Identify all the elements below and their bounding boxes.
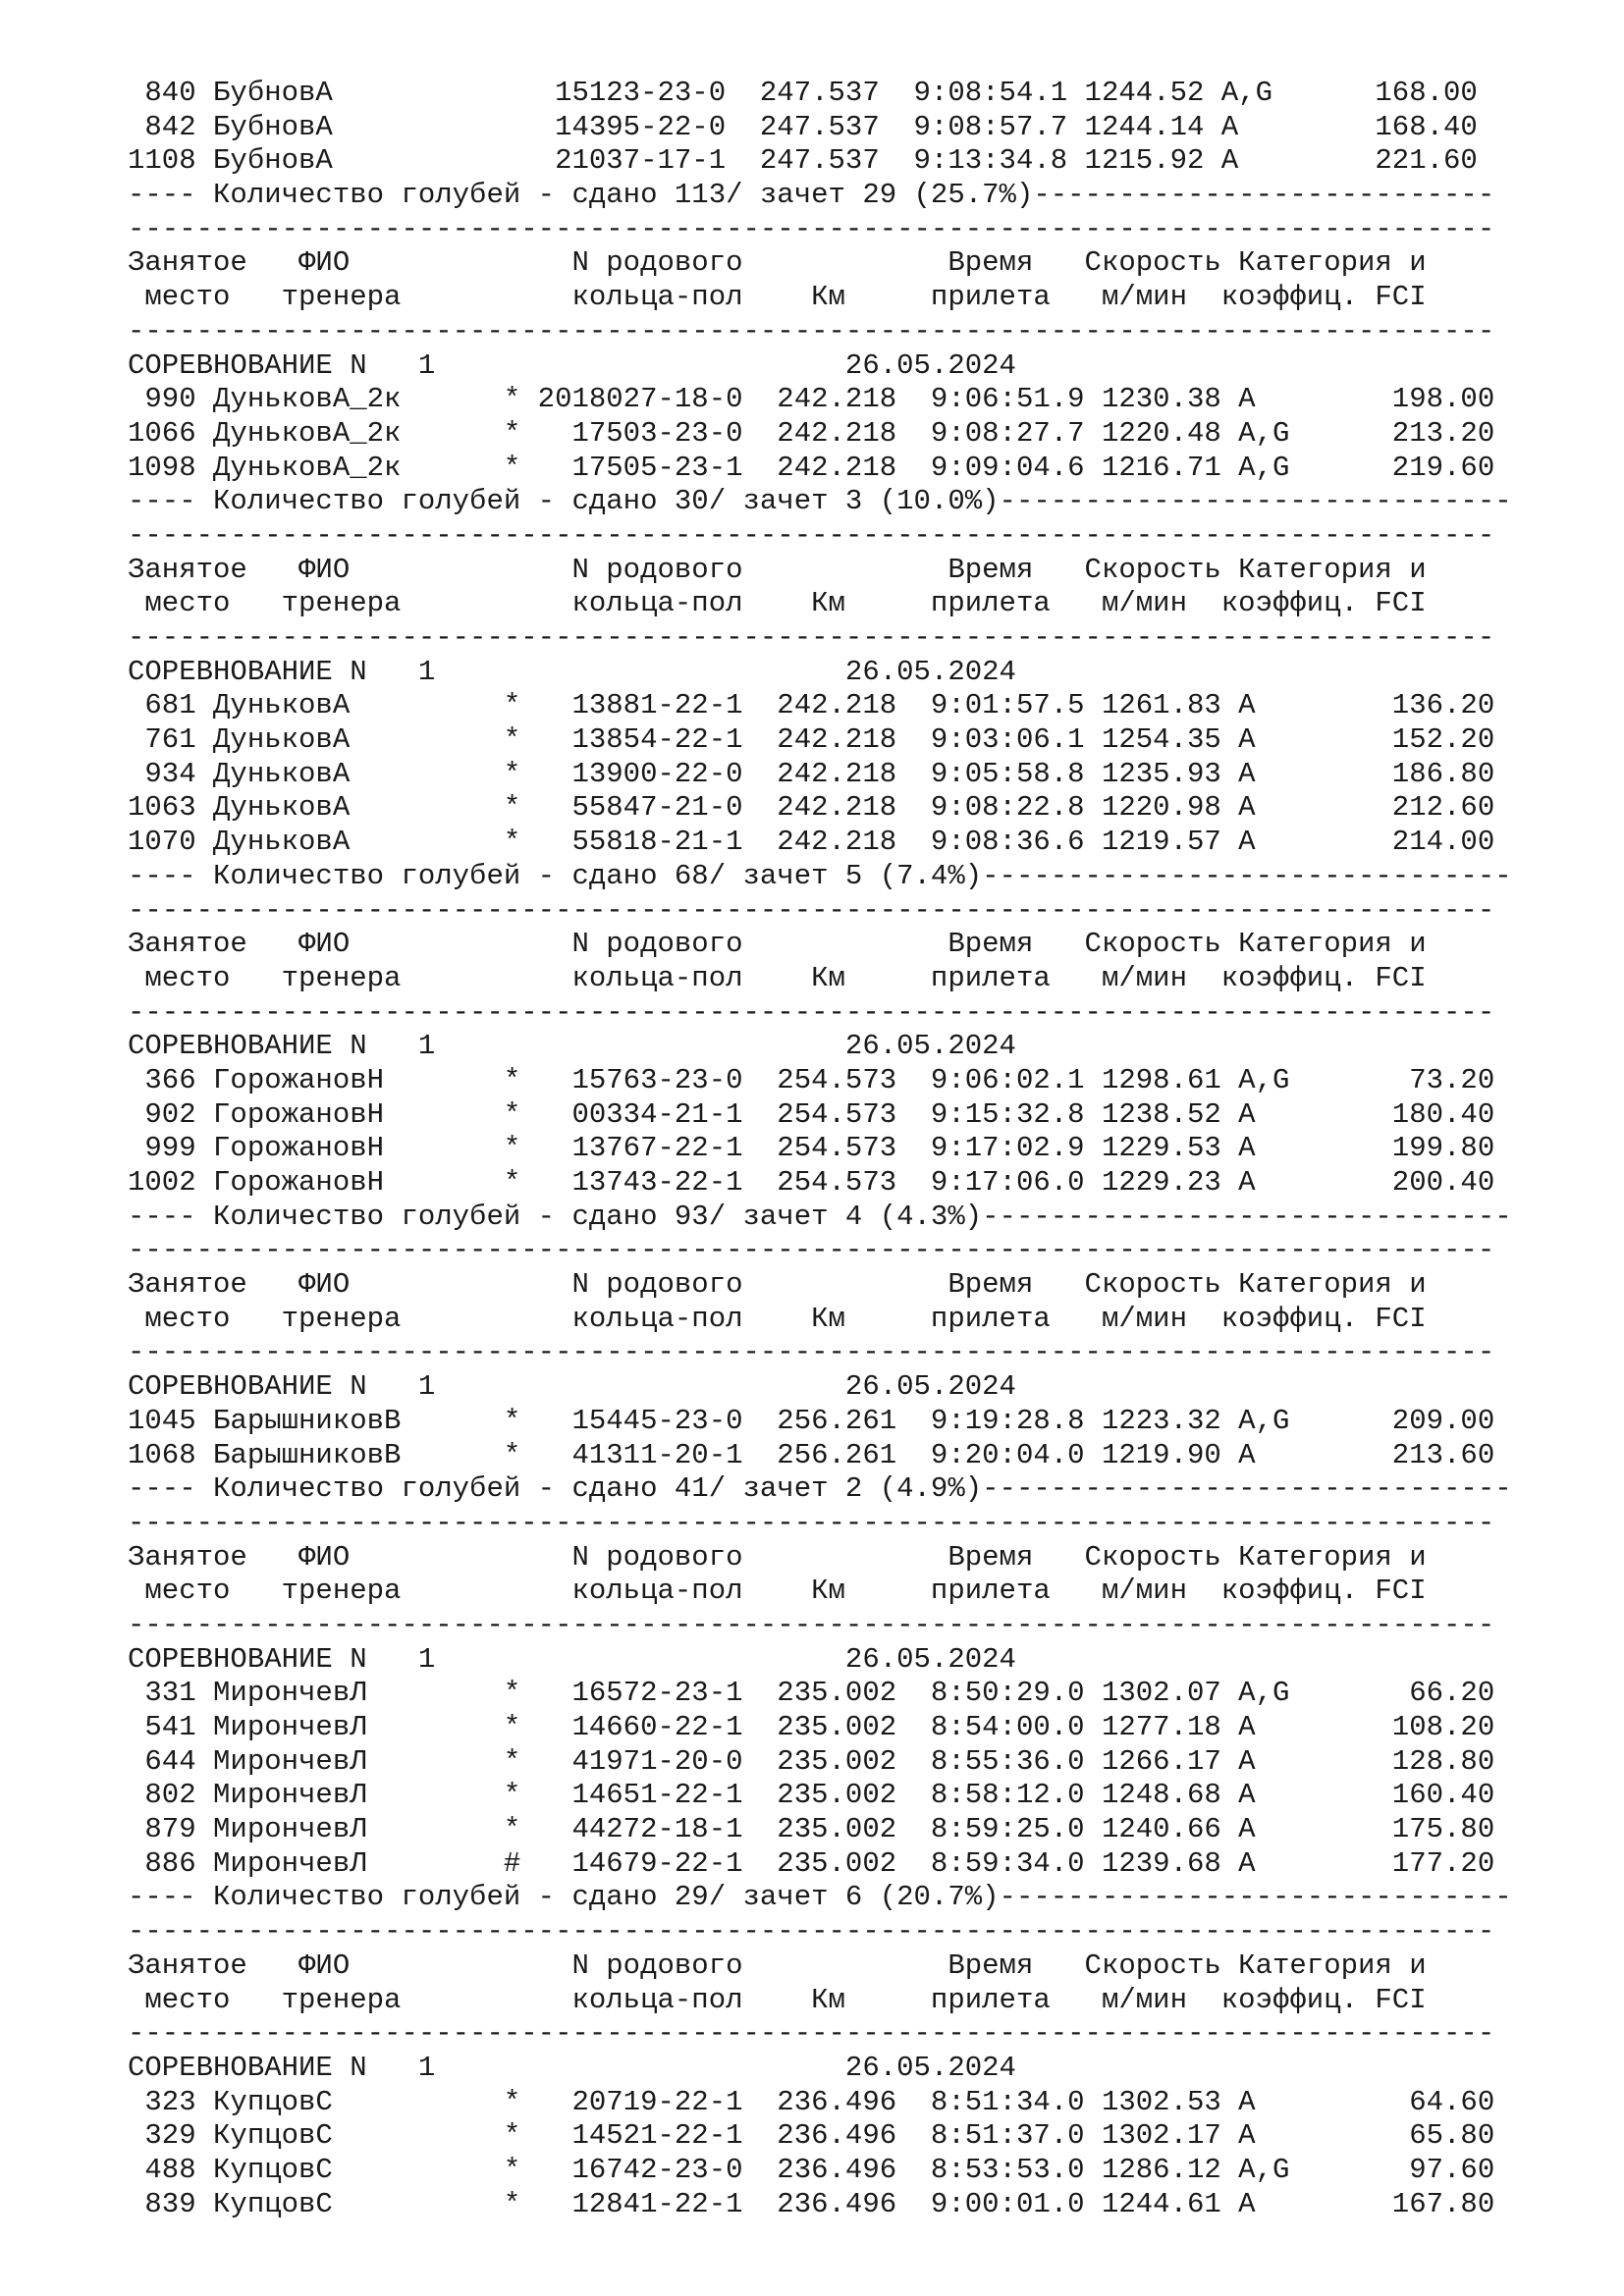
- result-row: 331 МирончевЛ * 16572-23-1 235.002 8:50:29.0 1302.07 A,G 66.20: [128, 1677, 1495, 1710]
- divider-line: --------------------------------------------------------------------------------: [128, 2017, 1495, 2051]
- column-header-bottom: место тренера кольца-пол Км прилета м/мин коэффиц. FCI: [128, 961, 1427, 994]
- divider-line: --------------------------------------------------------------------------------: [128, 1608, 1495, 1641]
- carryover-block: [128, 77, 1600, 213]
- result-row: 902 ГорожановН * 00334-21-1 254.573 9:15:32.8 1238.52 A 180.40: [128, 1097, 1495, 1131]
- divider-line: --------------------------------------------------------------------------------: [128, 518, 1495, 552]
- competition-line: СОРЕВНОВАНИЕ N 1 26.05.2024: [128, 348, 1016, 382]
- column-header-top: Занятое ФИО N родового Время Скорость Категория и: [128, 1268, 1427, 1302]
- summary-line: ---- Количество голубей - сдано 68/ зачет 5 (7.4%)-------------------------------: [128, 859, 1512, 892]
- summary-line: ---- Количество голубей - сдано 29/ зачет 6 (20.7%)------------------------------: [128, 1881, 1512, 1914]
- report-section: [128, 1915, 1600, 2221]
- column-header-bottom: место тренера кольца-пол Км прилета м/мин коэффиц. FCI: [128, 1575, 1427, 1608]
- result-row: 842 БубновА 14395-22-0 247.537 9:08:57.7 1244.14 A 168.40: [128, 110, 1478, 143]
- result-row: 840 БубновА 15123-23-0 247.537 9:08:54.1 1244.52 A,G 168.00: [128, 77, 1478, 109]
- result-row: 999 ГорожановН * 13767-22-1 254.573 9:17:02.9 1229.53 A 199.80: [128, 1132, 1495, 1165]
- summary-line: ---- Количество голубей - сдано 93/ зачет 4 (4.3%)-------------------------------: [128, 1200, 1512, 1233]
- result-row: 1066 ДуньковА_2к * 17503-23-0 242.218 9:08:27.7 1220.48 A,G 213.20: [128, 416, 1495, 450]
- summary-line: ---- Количество голубей - сдано 30/ зачет 3 (10.0%)------------------------------: [128, 485, 1512, 518]
- result-row: 761 ДуньковА * 13854-22-1 242.218 9:03:06.1 1254.35 A 152.20: [128, 723, 1495, 757]
- result-row: 1068 БарышниковВ * 41311-20-1 256.261 9:20:04.0 1219.90 A 213.60: [128, 1438, 1495, 1471]
- result-row: 488 КупцовС * 16742-23-0 236.496 8:53:53.0 1286.12 A,G 97.60: [128, 2153, 1495, 2186]
- divider-line: --------------------------------------------------------------------------------: [128, 621, 1495, 654]
- column-header-bottom: место тренера кольца-пол Км прилета м/мин коэффиц. FCI: [128, 587, 1427, 620]
- report-section: [128, 894, 1600, 1235]
- column-header-top: Занятое ФИО N родового Время Скорость Категория и: [128, 246, 1427, 280]
- result-row: 681 ДуньковА * 13881-22-1 242.218 9:01:57.5 1261.83 A 136.20: [128, 689, 1495, 722]
- competition-line: СОРЕВНОВАНИЕ N 1 26.05.2024: [128, 1030, 1016, 1063]
- summary-line: ---- Количество голубей - сдано 41/ зачет 2 (4.9%)-------------------------------: [128, 1472, 1512, 1506]
- divider-line: --------------------------------------------------------------------------------: [128, 212, 1495, 245]
- result-row: 879 МирончевЛ * 44272-18-1 235.002 8:59:25.0 1240.66 A 175.80: [128, 1813, 1495, 1846]
- divider-line: --------------------------------------------------------------------------------: [128, 893, 1495, 927]
- column-header-top: Занятое ФИО N родового Время Скорость Категория и: [128, 1540, 1427, 1574]
- result-row: 934 ДуньковА * 13900-22-0 242.218 9:05:58.8 1235.93 A 186.80: [128, 757, 1495, 790]
- report-section: [128, 1507, 1600, 1915]
- divider-line: --------------------------------------------------------------------------------: [128, 995, 1495, 1029]
- result-row: 1070 ДуньковА * 55818-21-1 242.218 9:08:36.6 1219.57 A 214.00: [128, 826, 1495, 859]
- result-row: 366 ГорожановН * 15763-23-0 254.573 9:06:02.1 1298.61 A,G 73.20: [128, 1063, 1495, 1096]
- report-section: [128, 1234, 1600, 1507]
- result-row: 990 ДуньковА_2к * 2018027-18-0 242.218 9:06:51.9 1230.38 A 198.00: [128, 383, 1495, 416]
- divider-line: --------------------------------------------------------------------------------: [128, 1506, 1495, 1539]
- report-section: [128, 213, 1600, 519]
- divider-line: --------------------------------------------------------------------------------: [128, 314, 1495, 347]
- divider-line: --------------------------------------------------------------------------------: [128, 1234, 1495, 1267]
- column-header-bottom: место тренера кольца-пол Км прилета м/мин коэффиц. FCI: [128, 1302, 1427, 1335]
- result-row: 1108 БубновА 21037-17-1 247.537 9:13:34.8 1215.92 A 221.60: [128, 144, 1478, 178]
- competition-line: СОРЕВНОВАНИЕ N 1 26.05.2024: [128, 1370, 1016, 1404]
- result-row: 1063 ДуньковА * 55847-21-0 242.218 9:08:22.8 1220.98 A 212.60: [128, 791, 1495, 825]
- result-row: 329 КупцовС * 14521-22-1 236.496 8:51:37.0 1302.17 A 65.80: [128, 2119, 1495, 2153]
- column-header-top: Занятое ФИО N родового Время Скорость Категория и: [128, 1949, 1427, 1982]
- divider-line: --------------------------------------------------------------------------------: [128, 1915, 1495, 1949]
- result-row: 1098 ДуньковА_2к * 17505-23-1 242.218 9:09:04.6 1216.71 A,G 219.60: [128, 451, 1495, 484]
- result-row: 1045 БарышниковВ * 15445-23-0 256.261 9:19:28.8 1223.32 A,G 209.00: [128, 1404, 1495, 1437]
- competition-line: СОРЕВНОВАНИЕ N 1 26.05.2024: [128, 1642, 1016, 1676]
- result-row: 839 КупцовС * 12841-22-1 236.496 9:00:01.0 1244.61 A 167.80: [128, 2187, 1495, 2220]
- column-header-bottom: место тренера кольца-пол Км прилета м/мин коэффиц. FCI: [128, 281, 1427, 314]
- summary-line: ---- Количество голубей - сдано 113/ зачет 29 (25.7%)---------------------------: [128, 179, 1495, 212]
- result-row: 541 МирончевЛ * 14660-22-1 235.002 8:54:00.0 1277.18 A 108.20: [128, 1711, 1495, 1743]
- result-row: 1002 ГорожановН * 13743-22-1 254.573 9:17:06.0 1229.23 A 200.40: [128, 1166, 1495, 1199]
- competition-line: СОРЕВНОВАНИЕ N 1 26.05.2024: [128, 2051, 1016, 2084]
- column-header-top: Занятое ФИО N родового Время Скорость Категория и: [128, 553, 1427, 586]
- column-header-bottom: место тренера кольца-пол Км прилета м/мин коэффиц. FCI: [128, 1983, 1427, 2016]
- result-row: 644 МирончевЛ * 41971-20-0 235.002 8:55:36.0 1266.17 A 128.80: [128, 1744, 1495, 1778]
- column-header-top: Занятое ФИО N родового Время Скорость Категория и: [128, 928, 1427, 961]
- result-row: 802 МирончевЛ * 14651-22-1 235.002 8:58:12.0 1248.68 A 160.40: [128, 1779, 1495, 1812]
- results-report: [128, 77, 1600, 2221]
- competition-line: СОРЕВНОВАНИЕ N 1 26.05.2024: [128, 655, 1016, 688]
- result-row: 323 КупцовС * 20719-22-1 236.496 8:51:34.0 1302.53 A 64.60: [128, 2085, 1495, 2118]
- divider-line: --------------------------------------------------------------------------------: [128, 1336, 1495, 1369]
- report-section: [128, 519, 1600, 894]
- result-row: 886 МирончевЛ # 14679-22-1 235.002 8:59:34.0 1239.68 A 177.20: [128, 1846, 1495, 1880]
